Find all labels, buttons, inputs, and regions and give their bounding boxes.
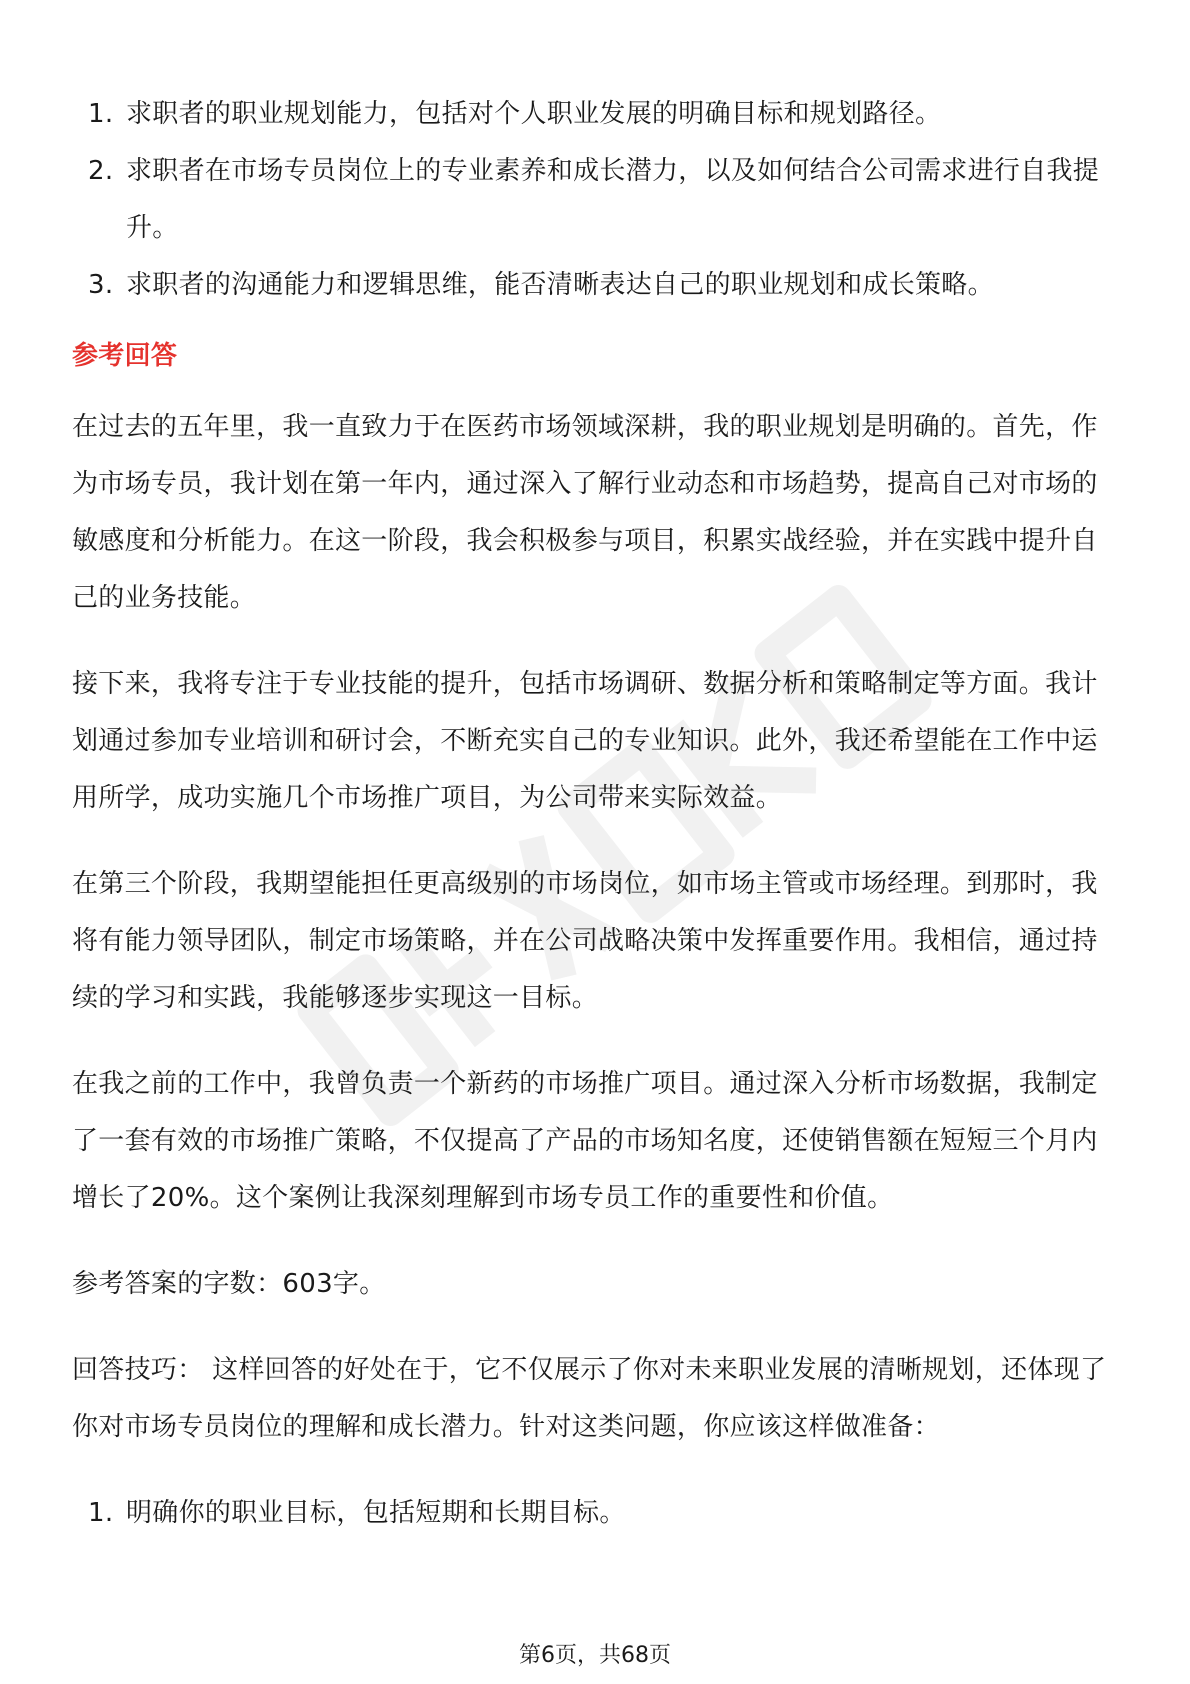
evaluation-points-list [72, 86, 1118, 314]
word-count: 参考答案的字数：603字。 [72, 1269, 386, 1299]
list-number: 1. [88, 99, 114, 129]
preparation-list [72, 1485, 1118, 1542]
list-number: 1. [88, 1498, 114, 1528]
list-item-text: 求职者在市场专员岗位上的专业素养和成长潜力，以及如何结合公司需求进行自我提升。 [126, 156, 1100, 243]
list-item-text: 求职者的职业规划能力，包括对个人职业发展的明确目标和规划路径。 [126, 99, 942, 129]
answer-heading: 参考回答 [72, 341, 178, 371]
list-number: 2. [88, 156, 114, 186]
answer-paragraph: 接下来，我将专注于专业技能的提升，包括市场调研、数据分析和策略制定等方面。我计划通过参加专业培训和研讨会，不断充实自己的专业知识。此外，我还希望能在工作中运用所学，成功实施几个市场推广项目，为公司带来实际效益。 [72, 669, 1098, 813]
list-item [72, 86, 1118, 143]
list-item-text: 明确你的职业目标，包括短期和长期目标。 [126, 1498, 626, 1528]
page-footer: 第6页，共68页 [519, 1643, 671, 1668]
list-item [72, 257, 1118, 314]
answer-paragraph: 在过去的五年里，我一直致力于在医药市场领域深耕，我的职业规划是明确的。首先，作为市场专员，我计划在第一年内，通过深入了解行业动态和市场趋势，提高自己对市场的敏感度和分析能力。在这一阶段，我会积极参与项目，积累实战经验，并在实践中提升自己的业务技能。 [72, 412, 1098, 613]
list-item [72, 143, 1118, 257]
answer-paragraph: 在我之前的工作中，我曾负责一个新药的市场推广项目。通过深入分析市场数据，我制定了一套有效的市场推广策略，不仅提高了产品的市场知名度，还使销售额在短短三个月内增长了20%。这个案例让我深刻理解到市场专员工作的重要性和价值。 [72, 1069, 1098, 1213]
content-area [72, 86, 1118, 1542]
answer-paragraph: 在第三个阶段，我期望能担任更高级别的市场岗位，如市场主管或市场经理。到那时，我将有能力领导团队，制定市场策略，并在公司战略决策中发挥重要作用。我相信，通过持续的学习和实践，我能够逐步实现这一目标。 [72, 869, 1098, 1013]
answer-tips: 回答技巧： 这样回答的好处在于，它不仅展示了你对未来职业发展的清晰规划，还体现了你对市场专员岗位的理解和成长潜力。针对这类问题，你应该这样做准备： [72, 1355, 1107, 1442]
list-item [72, 1485, 1118, 1542]
list-number: 3. [88, 270, 114, 300]
list-item-text: 求职者的沟通能力和逻辑思维，能否清晰表达自己的职业规划和成长策略。 [126, 270, 994, 300]
